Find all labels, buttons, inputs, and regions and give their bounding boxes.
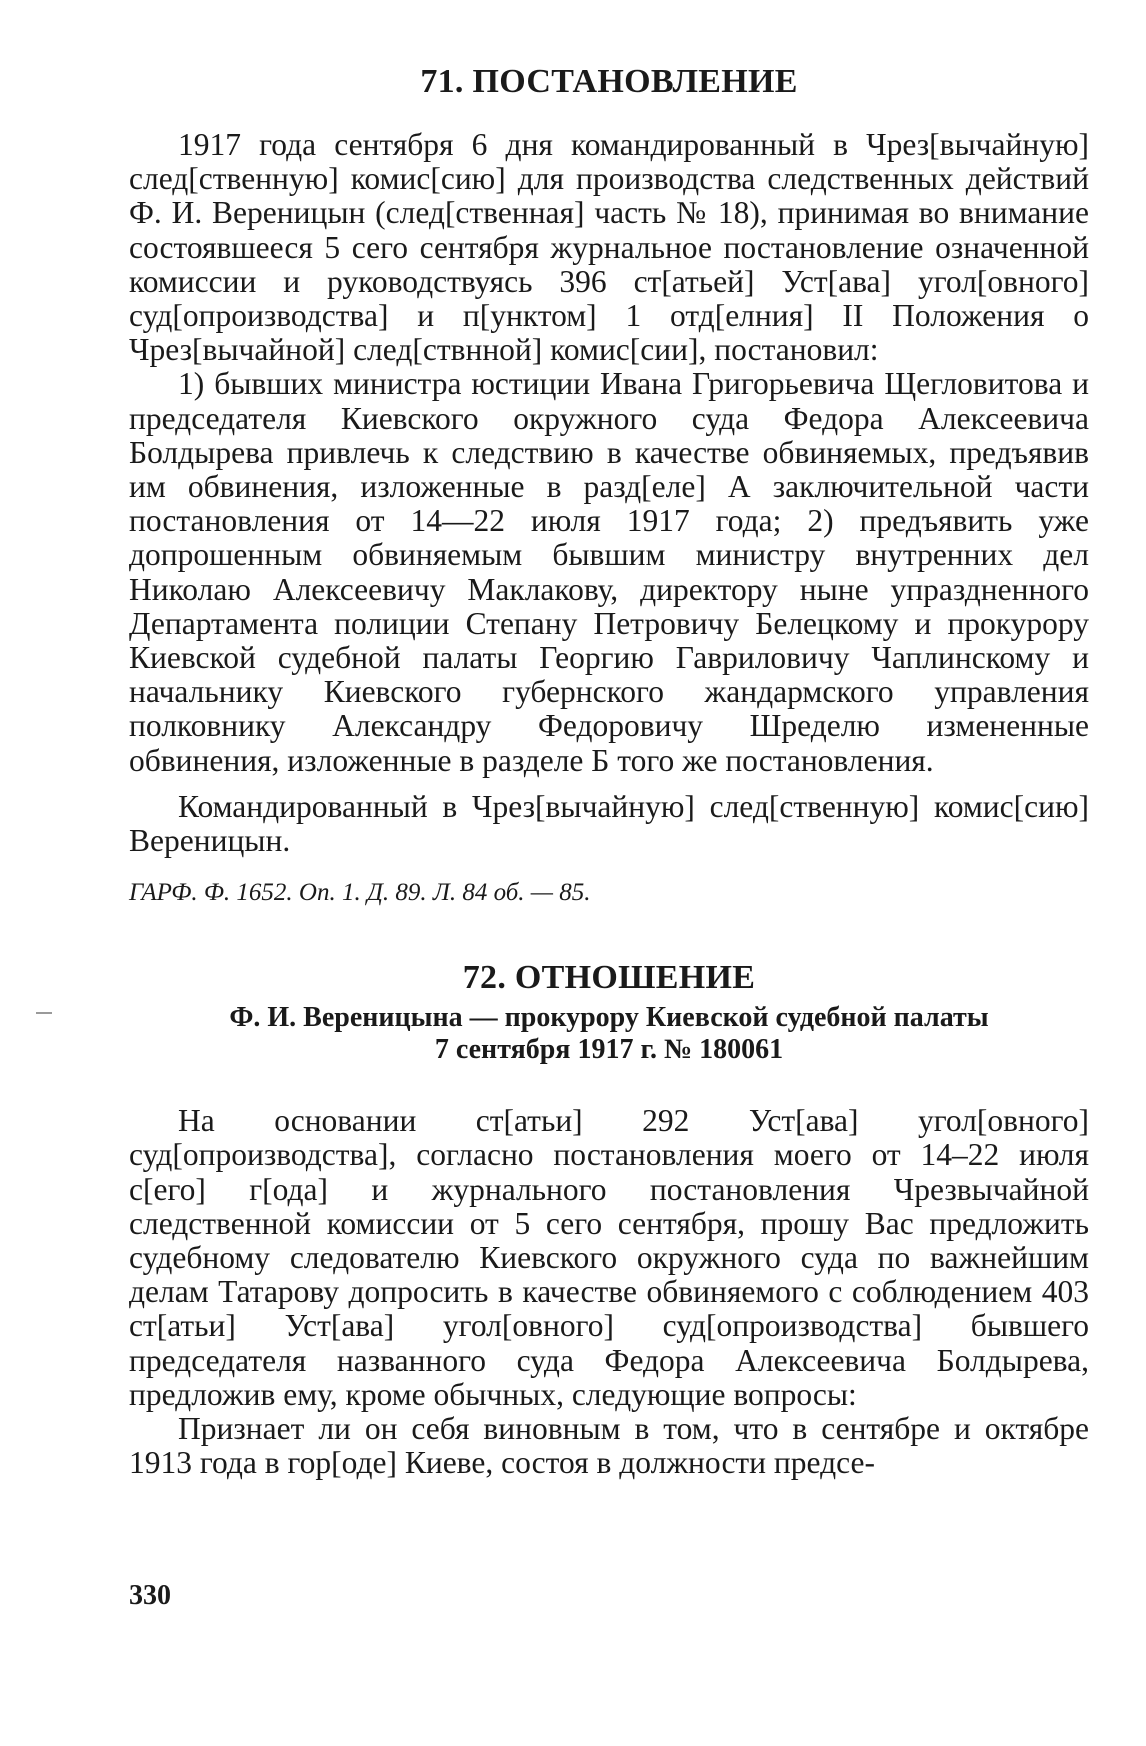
document-72-date: 7 сентября 1917 г. № 180061: [434, 1034, 784, 1066]
document-72-subtitle: Ф. И. Вереницына — прокурору Киевской судебной палаты: [229, 1002, 989, 1034]
page-number: 330: [129, 1580, 171, 1611]
document-71-archive-reference: ГАРФ. Ф. 1652. Оп. 1. Д. 89. Л. 84 об. — 85.: [129, 879, 591, 907]
document-72-title: 72. ОТНОШЕНИЕ: [462, 959, 756, 997]
document-71-paragraph-2: 1) бывших министра юстиции Ивана Григорьевича Щегловитова и председателя Киевского окружного суда Федора Алексеевича Болдырева привлечь к следствию в качестве обвиняемых, предъявив им обвинения, изложенные в разд[еле] А заключительной части постановления от 14—22 июля 1917 года; 2) предъявить уже допрошенным обвиняемым бывшим министру внутренних дел Николаю Алексеевичу Маклакову, директору ныне упраздненного Департамента полиции Степану Петровичу Белецкому и прокурору Киевской судебной палаты Георгию Гавриловичу Чаплинскому и начальнику Киевского губернского жандармского управления полковнику Александру Федоровичу Шределю измененные обвинения, изложенные в разделе Б того же постановления.: [129, 366, 1089, 778]
section-spacer: [129, 908, 1089, 958]
document-72: [129, 958, 1089, 1480]
document-71-paragraph-1: 1917 года сентября 6 дня командированный в Чрез[вычайную] след[ственную] комис[сию] для производства следственных действий Ф. И. Вереницын (след[ственная] часть № 18), принимая во внимание состоявшееся 5 сего сентября журнальное постановление означенной комиссии и руководствуясь 396 ст[атьей] Уст[ава] угол[овного] суд[опроизводства] и п[унктом] 1 отд[елния] II Положения о Чрез[вычайной] след[ствнной] комис[сии], постановил:: [129, 127, 1089, 368]
document-71: [129, 62, 1089, 908]
document-71-title: 71. ПОСТАНОВЛЕНИЕ: [420, 63, 798, 100]
margin-mark: [36, 1012, 52, 1014]
document-72-paragraph-1: На основании ст[атьи] 292 Уст[ава] угол[овного] суд[опроизводства], согласно постановления моего от 14–22 июля с[его] г[ода] и журнального постановления Чрезвычайной следственной комиссии от 5 сего сентября, прошу Вас предложить судебному следователю Киевского окружного суда по важнейшим делам Татарову допросить в качестве обвиняемого с соблюдением 403 ст[атьи] Уст[ава] угол[овного] суд[опроизводства] бывшего председателя названного суда Федора Алексеевича Болдырева, предложив ему, кроме обычных, следующие вопросы:: [129, 1103, 1089, 1412]
document-page: [129, 62, 1089, 1481]
document-71-signature: Командированный в Чрез[вычайную] след[ственную] комис[сию] Вереницын.: [129, 788, 1089, 859]
document-72-paragraph-2: Признает ли он себя виновным в том, что в сентябре и октябре 1913 года в гор[оде] Киеве, состоя в должности предсе-: [129, 1411, 1089, 1481]
